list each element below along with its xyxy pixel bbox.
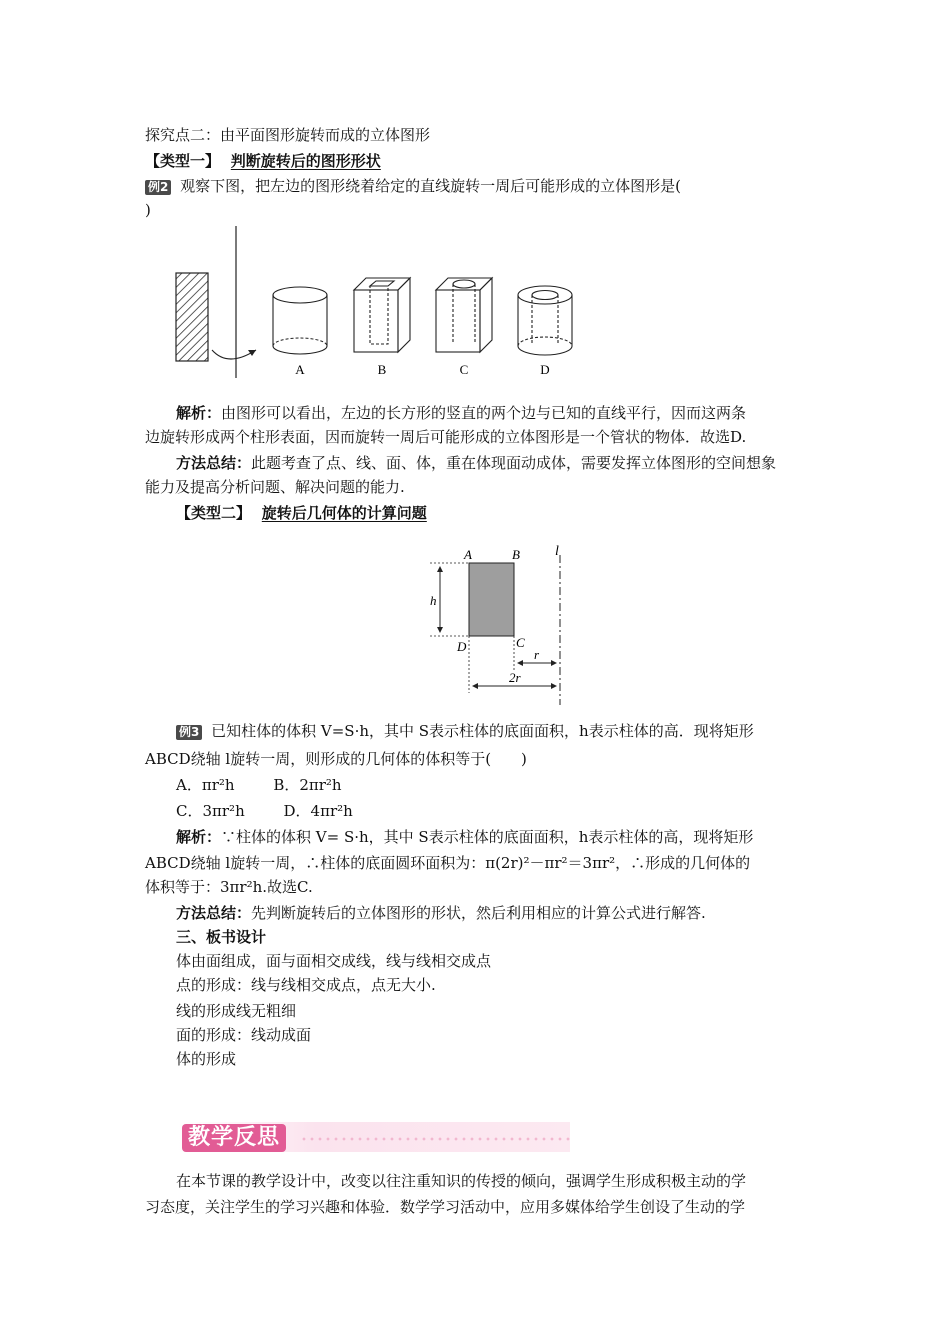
- analysis-label-3: 解析：: [176, 828, 222, 846]
- rotation-figure: [160, 218, 600, 388]
- example3-analysis-3: 体积等于：3πr²h.故选C.: [145, 878, 313, 896]
- board-line-1: 体由面组成，面与面相交成线，线与线相交成点: [176, 952, 492, 970]
- board-line-4: 面的形成：线动成面: [176, 1026, 312, 1044]
- summary-text-3: 先判断旋转后的立体图形的形状，然后利用相应的计算公式进行解答.: [251, 904, 706, 922]
- option-d: D．4πr²h: [283, 802, 353, 820]
- analysis-label: 解析：: [176, 404, 222, 422]
- example2-question-text: 观察下图，把左边的图形绕着给定的直线旋转一周后可能形成的立体图形是(: [180, 177, 681, 195]
- hatched-rectangle: [176, 273, 208, 361]
- example3-question-1: [176, 720, 754, 742]
- option-a-cylinder: [273, 287, 327, 354]
- vertex-c: C: [516, 635, 525, 650]
- option-b-box: [354, 278, 410, 352]
- section-title: 探究点二：由平面图形旋转而成的立体图形: [145, 126, 431, 144]
- reflection-line-2: 习态度，关注学生的学习兴趣和体验．数学学习活动中，应用多媒体给学生创设了生动的学: [145, 1198, 746, 1216]
- shaded-rectangle: [469, 563, 514, 636]
- example3-analysis-1: [176, 826, 753, 848]
- summary-label: 方法总结：: [176, 454, 252, 472]
- reflection-banner-dots: [300, 1136, 570, 1142]
- dim-h: h: [430, 593, 437, 608]
- type2-heading: [176, 502, 427, 524]
- example3-tag: 例3: [176, 725, 202, 740]
- option-d-tube: [518, 286, 572, 355]
- analysis-text: 由图形可以看出，左边的长方形的竖直的两个边与已知的直线平行，因而这两条: [221, 404, 747, 422]
- vertex-d: D: [457, 639, 467, 654]
- type2-label: 【类型二】: [176, 504, 252, 522]
- summary-label-3: 方法总结：: [176, 904, 252, 922]
- type1-label: 【类型一】: [145, 152, 221, 170]
- example2-question: [145, 175, 681, 197]
- dim-2r: 2r: [509, 670, 521, 685]
- example3-options-ab: [176, 774, 342, 796]
- option-label-a: A: [295, 362, 305, 377]
- example3-analysis-2: ABCD绕轴 l旋转一周，∴柱体的底面圆环面积为：π(2r)²－πr²＝3πr²，∴形成的几何体的: [145, 854, 751, 872]
- option-b: B．2πr²h: [273, 776, 342, 794]
- example2-analysis-1: [176, 402, 746, 424]
- reflection-banner-title: 教学反思: [182, 1124, 286, 1152]
- type1-title: 判断旋转后的图形形状: [230, 152, 381, 170]
- type1-heading: [145, 150, 381, 172]
- option-c-box: [436, 278, 492, 352]
- summary-text: 此题考查了点、线、面、体，重在体现面动成体，需要发挥立体图形的空间想象: [251, 454, 777, 472]
- rectangle-axis-figure: [420, 543, 590, 708]
- example3-question-text: 已知柱体的体积 V=S·h，其中 S表示柱体的底面面积，h表示柱体的高．现将矩形: [211, 722, 754, 740]
- example3-summary: [176, 902, 706, 924]
- board-line-2: 点的形成：线与线相交成点，点无大小.: [176, 976, 436, 994]
- option-c: C．3πr²h: [176, 802, 245, 820]
- example2-question-end: ): [145, 201, 151, 219]
- type2-title: 旋转后几何体的计算问题: [261, 504, 427, 522]
- example2-tag: 例2: [145, 180, 171, 195]
- example3-question-2: ABCD绕轴 l旋转一周，则形成的几何体的体积等于( ): [145, 750, 527, 768]
- example2-summary-1: [176, 452, 776, 474]
- board-line-3: 线的形成线无粗细: [176, 1002, 297, 1020]
- board-heading: 三、板书设计: [176, 928, 267, 946]
- reflection-line-1: 在本节课的教学设计中，改变以往注重知识的传授的倾向，强调学生形成积极主动的学: [176, 1172, 747, 1190]
- vertex-b: B: [512, 547, 520, 562]
- option-label-b: B: [377, 362, 387, 377]
- board-line-5: 体的形成: [176, 1050, 237, 1068]
- analysis-text-3: ∵柱体的体积 V= S·h，其中 S表示柱体的底面面积，h表示柱体的高，现将矩形: [221, 828, 754, 846]
- axis-l-label: l: [555, 544, 559, 559]
- example2-summary-2: 能力及提高分析问题、解决问题的能力.: [145, 478, 405, 496]
- vertex-a: A: [464, 547, 472, 562]
- option-a: A．πr²h: [176, 776, 235, 794]
- dim-r: r: [534, 647, 540, 662]
- option-label-c: C: [459, 362, 469, 377]
- example3-options-cd: [176, 800, 353, 822]
- example2-analysis-2: 边旋转形成两个柱形表面，因而旋转一周后可能形成的立体图形是一个管状的物体．故选D.: [145, 428, 747, 446]
- option-label-d: D: [540, 362, 550, 377]
